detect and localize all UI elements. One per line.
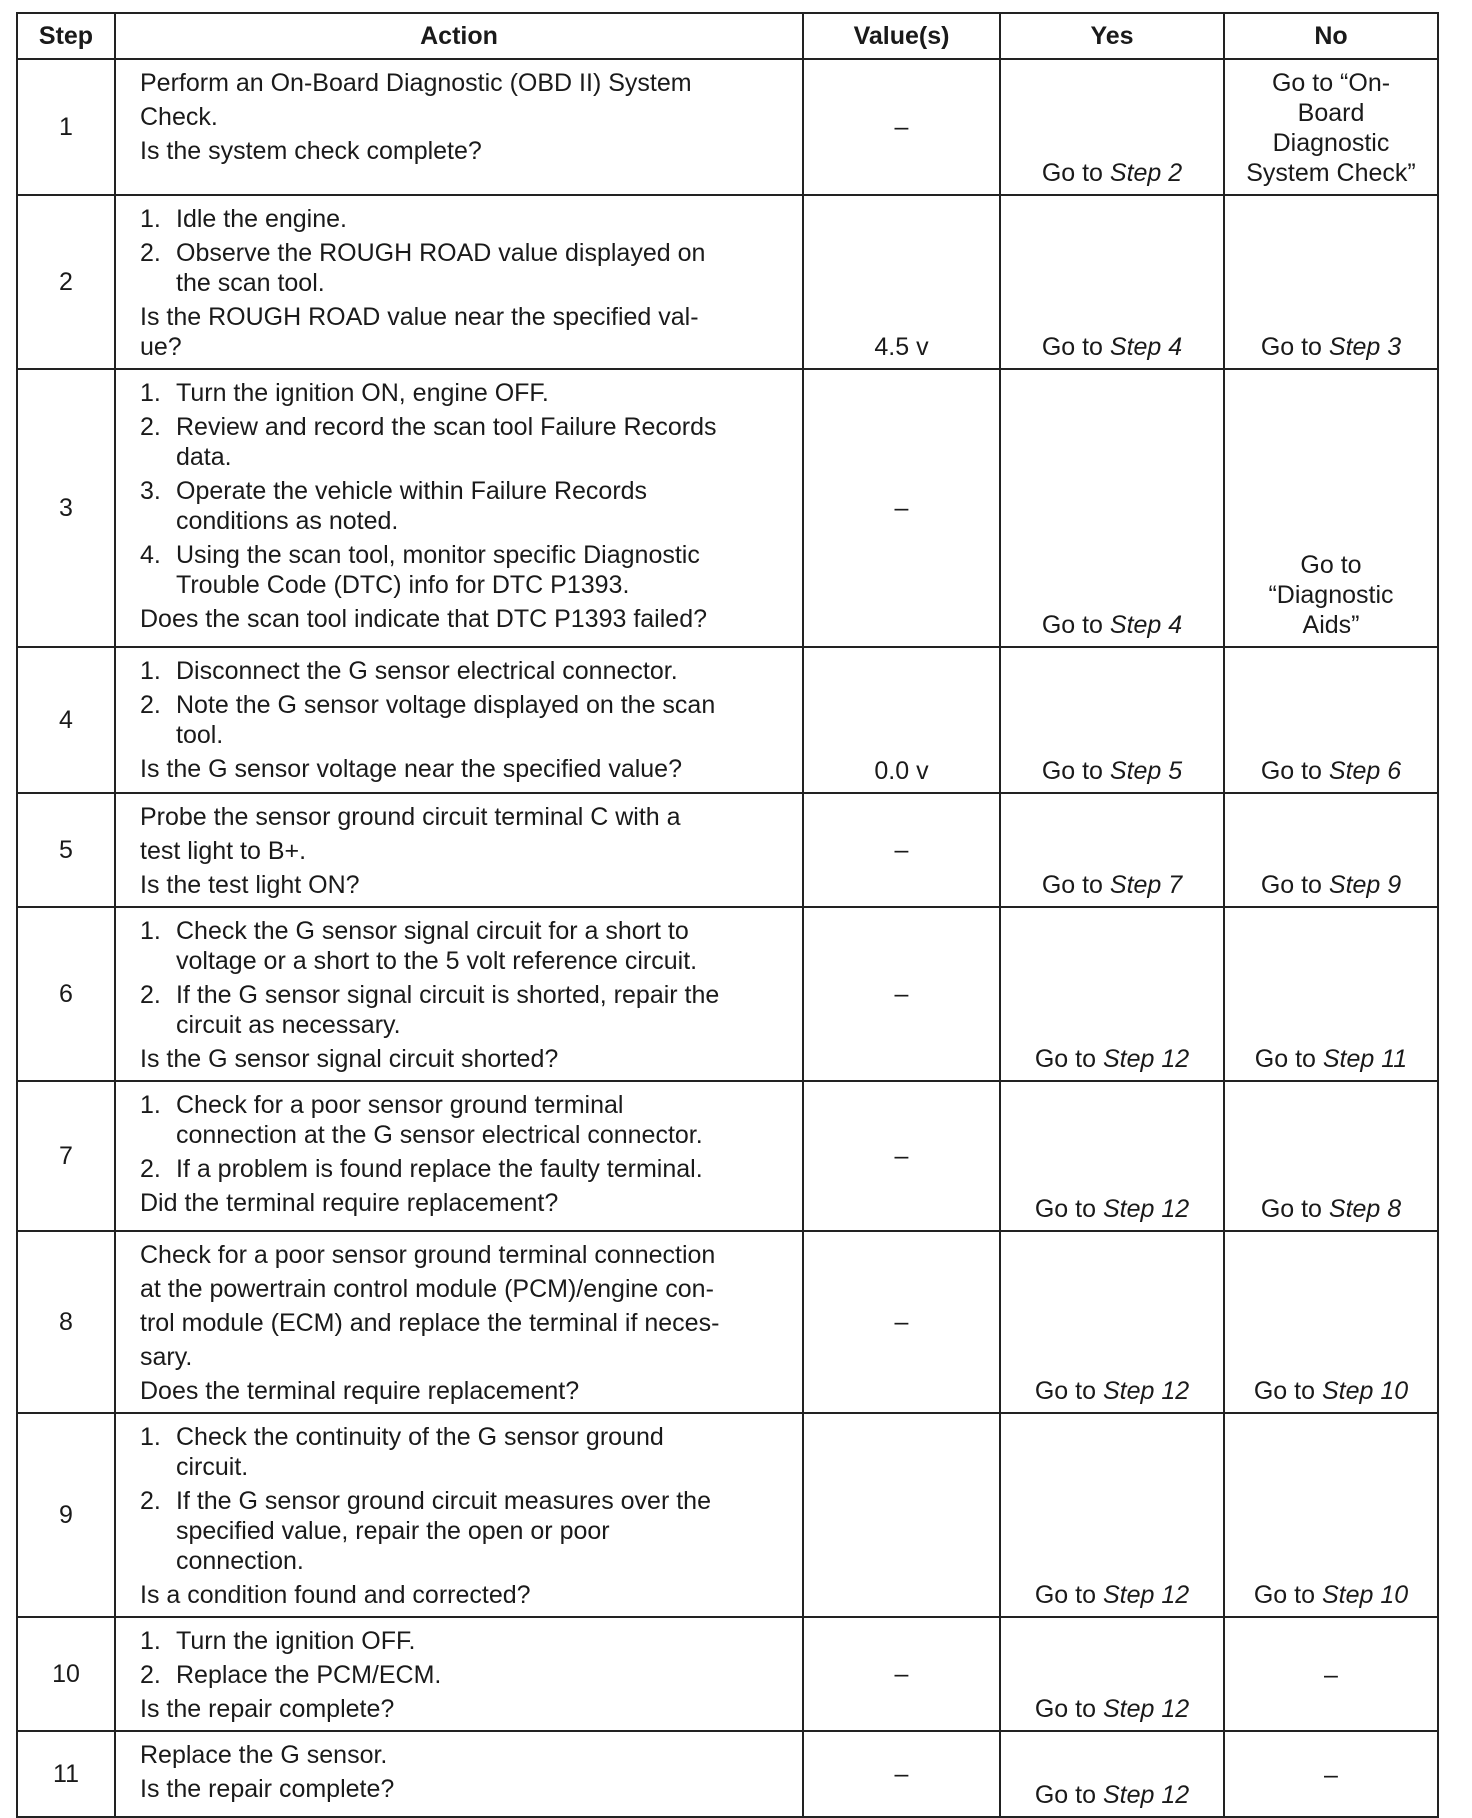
- goto-prefix: Go to: [1253, 1581, 1322, 1609]
- action-step-line: connection.: [176, 1547, 304, 1575]
- action-step-line: Disconnect the G sensor electrical connector.: [176, 657, 678, 685]
- step-reference: Step 3: [1328, 333, 1402, 361]
- table-row: [17, 195, 1438, 369]
- yes-goto: [1042, 611, 1182, 639]
- table-row: [17, 647, 1438, 793]
- step-reference: Step 4: [1109, 611, 1183, 639]
- action-question: ue?: [140, 333, 182, 361]
- table-body: [17, 59, 1438, 1817]
- goto-prefix: Go to: [1041, 757, 1110, 785]
- action-step-item: [140, 1090, 784, 1150]
- value-cell: –: [803, 793, 1000, 907]
- action-step-text: [176, 1626, 415, 1656]
- value-cell: –: [803, 1081, 1000, 1231]
- step-reference: Step 9: [1328, 871, 1402, 899]
- action-step-line: Review and record the scan tool Failure Records: [176, 413, 717, 441]
- action-step-item: [140, 204, 784, 234]
- step-reference: Step 4: [1109, 333, 1183, 361]
- action-step-number: 1.: [140, 1091, 161, 1119]
- action-step-item: [140, 540, 784, 600]
- action-step-number: 2.: [140, 691, 161, 719]
- step-reference: Step 10: [1321, 1377, 1409, 1405]
- action-step-number: 2.: [140, 1661, 161, 1689]
- value-cell: 0.0 v: [803, 647, 1000, 793]
- table-row: [17, 1231, 1438, 1413]
- action-step-line: connection at the G sensor electrical connector.: [176, 1121, 703, 1149]
- action-question: Is the repair complete?: [140, 1695, 395, 1723]
- yes-cell: [1000, 907, 1224, 1081]
- table-row: [17, 793, 1438, 907]
- yes-goto: [1042, 333, 1182, 361]
- step-number: 1: [17, 59, 115, 195]
- yes-cell: [1000, 1413, 1224, 1617]
- yes-cell: [1000, 1081, 1224, 1231]
- action-step-text: [176, 916, 697, 976]
- yes-cell: [1000, 59, 1224, 195]
- no-goto: [1261, 871, 1401, 899]
- action-step-line: Check the continuity of the G sensor ground: [176, 1423, 664, 1451]
- action-step-line: Turn the ignition ON, engine OFF.: [176, 379, 549, 407]
- yes-goto: [1042, 159, 1182, 187]
- step-number: 11: [17, 1731, 115, 1817]
- yes-cell: [1000, 195, 1224, 369]
- yes-goto: [1035, 1195, 1189, 1223]
- action-cell: [115, 907, 803, 1081]
- step-reference: Step 12: [1102, 1695, 1190, 1723]
- action-step-item: [140, 412, 784, 472]
- action-cell: [115, 195, 803, 369]
- action-step-line: Turn the ignition OFF.: [176, 1627, 416, 1655]
- action-step-line: Using the scan tool, monitor specific Diagnostic: [176, 541, 700, 569]
- action-steps-list: [140, 378, 784, 600]
- action-text: test light to B+.: [140, 837, 307, 865]
- value-cell: 4.5 v: [803, 195, 1000, 369]
- goto-prefix: Go to: [1260, 333, 1329, 361]
- action-step-text: [176, 476, 647, 536]
- goto-prefix: Go to: [1260, 1195, 1329, 1223]
- goto-prefix: Go to: [1041, 333, 1110, 361]
- goto-prefix: Go to: [1034, 1695, 1103, 1723]
- action-cell: [115, 1731, 803, 1817]
- action-step-line: Trouble Code (DTC) info for DTC P1393.: [176, 571, 630, 599]
- action-step-item: [140, 1660, 784, 1690]
- action-step-line: If the G sensor ground circuit measures over the: [176, 1487, 711, 1515]
- action-step-item: [140, 656, 784, 686]
- no-goto: [1255, 1045, 1407, 1073]
- action-step-text: [176, 980, 719, 1040]
- no-goto: [1254, 1377, 1408, 1405]
- goto-prefix: Go to: [1041, 871, 1110, 899]
- action-step-text: [176, 1090, 703, 1150]
- action-step-line: the scan tool.: [176, 269, 325, 297]
- step-number: 8: [17, 1231, 115, 1413]
- yes-cell: [1000, 647, 1224, 793]
- step-number: 3: [17, 369, 115, 647]
- action-step-line: Check for a poor sensor ground terminal: [176, 1091, 624, 1119]
- header-step: Step: [17, 13, 115, 59]
- no-cell: [1224, 1413, 1438, 1617]
- action-step-number: 2.: [140, 239, 161, 267]
- table-row: [17, 1617, 1438, 1731]
- table-row: [17, 1081, 1438, 1231]
- action-text: Check.: [140, 103, 218, 131]
- action-step-text: [176, 204, 347, 234]
- yes-goto: [1035, 1781, 1189, 1809]
- action-cell: [115, 1617, 803, 1731]
- action-step-item: [140, 1154, 784, 1184]
- goto-prefix: Go to: [1034, 1377, 1103, 1405]
- value-cell: –: [803, 907, 1000, 1081]
- step-number: 5: [17, 793, 115, 907]
- action-step-line: voltage or a short to the 5 volt reference circuit.: [176, 947, 698, 975]
- action-step-line: Check the G sensor signal circuit for a short to: [176, 917, 689, 945]
- action-question: Did the terminal require replacement?: [140, 1189, 559, 1217]
- action-step-number: 2.: [140, 1155, 161, 1183]
- no-goto-line: Board: [1297, 99, 1365, 127]
- goto-prefix: Go to: [1260, 871, 1329, 899]
- action-text: at the powertrain control module (PCM)/engine con-: [140, 1275, 714, 1303]
- action-text: sary.: [140, 1343, 193, 1371]
- goto-prefix: Go to: [1253, 1377, 1322, 1405]
- no-cell: [1224, 907, 1438, 1081]
- step-reference: Step 6: [1328, 757, 1402, 785]
- action-step-text: [176, 540, 700, 600]
- action-step-number: 1.: [140, 1423, 161, 1451]
- action-text: trol module (ECM) and replace the terminal if neces-: [140, 1309, 720, 1337]
- no-cell: [1224, 369, 1438, 647]
- action-step-item: [140, 1626, 784, 1656]
- yes-cell: [1000, 369, 1224, 647]
- no-goto-line: “Diagnostic: [1268, 581, 1394, 609]
- action-step-number: 1.: [140, 657, 161, 685]
- action-step-text: [176, 378, 549, 408]
- step-number: 7: [17, 1081, 115, 1231]
- no-cell: [1224, 793, 1438, 907]
- action-step-item: [140, 1486, 784, 1576]
- action-step-text: [176, 1422, 664, 1482]
- no-cell: [1224, 1231, 1438, 1413]
- header-row: [17, 13, 1438, 59]
- action-text: Check for a poor sensor ground terminal connection: [140, 1241, 716, 1269]
- diagnostic-table: [16, 12, 1439, 1818]
- step-number: 6: [17, 907, 115, 1081]
- no-cell: –: [1224, 1617, 1438, 1731]
- action-step-text: [176, 1154, 703, 1184]
- step-reference: Step 12: [1102, 1377, 1190, 1405]
- action-step-line: Observe the ROUGH ROAD value displayed on: [176, 239, 706, 267]
- yes-cell: [1000, 1731, 1224, 1817]
- action-step-number: 2.: [140, 413, 161, 441]
- step-number: 9: [17, 1413, 115, 1617]
- step-reference: Step 12: [1102, 1195, 1190, 1223]
- action-question: Does the terminal require replacement?: [140, 1377, 580, 1405]
- yes-goto: [1042, 871, 1182, 899]
- goto-prefix: Go to: [1034, 1195, 1103, 1223]
- no-goto: [1261, 1195, 1401, 1223]
- action-step-number: 1.: [140, 379, 161, 407]
- value-cell: –: [803, 59, 1000, 195]
- value-cell: –: [803, 369, 1000, 647]
- action-step-line: circuit as necessary.: [176, 1011, 401, 1039]
- action-step-line: Operate the vehicle within Failure Records: [176, 477, 648, 505]
- action-steps-list: [140, 916, 784, 1040]
- action-question: Is a condition found and corrected?: [140, 1581, 531, 1609]
- action-question: Is the test light ON?: [140, 871, 360, 899]
- step-reference: Step 12: [1102, 1045, 1190, 1073]
- action-cell: [115, 1231, 803, 1413]
- action-text: Probe the sensor ground circuit terminal C with a: [140, 803, 681, 831]
- goto-prefix: Go to: [1034, 1581, 1103, 1609]
- action-cell: [115, 59, 803, 195]
- value-cell: –: [803, 1617, 1000, 1731]
- action-step-item: [140, 980, 784, 1040]
- no-cell: [1224, 195, 1438, 369]
- action-step-number: 3.: [140, 477, 161, 505]
- action-step-text: [176, 690, 715, 750]
- step-reference: Step 12: [1102, 1781, 1190, 1809]
- action-step-item: [140, 476, 784, 536]
- no-goto-line: System Check”: [1246, 159, 1416, 187]
- action-step-line: specified value, repair the open or poor: [176, 1517, 610, 1545]
- yes-goto: [1042, 757, 1182, 785]
- action-steps-list: [140, 1090, 784, 1184]
- action-step-text: [176, 238, 705, 298]
- action-cell: [115, 1081, 803, 1231]
- action-steps-list: [140, 1626, 784, 1690]
- yes-goto: [1035, 1045, 1189, 1073]
- step-reference: Step 7: [1109, 871, 1183, 899]
- no-goto-line: Go to: [1300, 551, 1362, 579]
- action-text: Perform an On-Board Diagnostic (OBD II) System: [140, 69, 692, 97]
- action-cell: [115, 793, 803, 907]
- goto-prefix: Go to: [1254, 1045, 1323, 1073]
- action-step-line: If a problem is found replace the faulty terminal.: [176, 1155, 703, 1183]
- header-values: Value(s): [803, 13, 1000, 59]
- goto-prefix: Go to: [1034, 1045, 1103, 1073]
- action-question: Is the ROUGH ROAD value near the specified val-: [140, 303, 699, 331]
- step-number: 2: [17, 195, 115, 369]
- action-step-line: conditions as noted.: [176, 507, 399, 535]
- header-no: No: [1224, 13, 1438, 59]
- no-cell: [1224, 647, 1438, 793]
- action-step-line: circuit.: [176, 1453, 249, 1481]
- yes-cell: [1000, 1231, 1224, 1413]
- value-cell: –: [803, 1731, 1000, 1817]
- action-question: Is the system check complete?: [140, 137, 482, 165]
- action-question: Is the G sensor signal circuit shorted?: [140, 1045, 559, 1073]
- table-row: [17, 369, 1438, 647]
- goto-prefix: Go to: [1260, 757, 1329, 785]
- action-step-line: tool.: [176, 721, 224, 749]
- goto-prefix: Go to: [1034, 1781, 1103, 1809]
- step-reference: Step 11: [1322, 1045, 1408, 1073]
- action-step-number: 2.: [140, 1487, 161, 1515]
- no-cell: [1224, 1081, 1438, 1231]
- goto-prefix: Go to: [1041, 611, 1110, 639]
- yes-cell: [1000, 1617, 1224, 1731]
- action-step-line: If the G sensor signal circuit is shorted, repair the: [176, 981, 720, 1009]
- action-step-number: 1.: [140, 917, 161, 945]
- action-step-text: [176, 1660, 441, 1690]
- no-goto: [1254, 1581, 1408, 1609]
- no-cell: –: [1224, 1731, 1438, 1817]
- no-goto-line: Diagnostic: [1272, 129, 1390, 157]
- action-steps-list: [140, 204, 784, 298]
- header-yes: Yes: [1000, 13, 1224, 59]
- action-step-line: data.: [176, 443, 232, 471]
- yes-goto: [1035, 1695, 1189, 1723]
- action-step-item: [140, 238, 784, 298]
- action-step-line: Note the G sensor voltage displayed on the scan: [176, 691, 716, 719]
- action-step-number: 1.: [140, 205, 161, 233]
- action-question: Does the scan tool indicate that DTC P1393 failed?: [140, 605, 708, 633]
- step-reference: Step 5: [1109, 757, 1183, 785]
- action-step-text: [176, 412, 717, 472]
- yes-goto: [1035, 1377, 1189, 1405]
- step-reference: Step 10: [1321, 1581, 1409, 1609]
- action-step-number: 1.: [140, 1627, 161, 1655]
- step-reference: Step 12: [1102, 1581, 1190, 1609]
- action-step-item: [140, 690, 784, 750]
- value-cell: –: [803, 1231, 1000, 1413]
- action-step-number: 4.: [140, 541, 161, 569]
- action-question: Is the repair complete?: [140, 1775, 395, 1803]
- action-step-line: Idle the engine.: [176, 205, 347, 233]
- action-cell: [115, 369, 803, 647]
- action-text: Replace the G sensor.: [140, 1741, 388, 1769]
- action-question: Is the G sensor voltage near the specified value?: [140, 755, 682, 783]
- no-goto: [1261, 757, 1401, 785]
- action-step-line: Replace the PCM/ECM.: [176, 1661, 442, 1689]
- table-row: [17, 59, 1438, 195]
- action-step-number: 2.: [140, 981, 161, 1009]
- table-row: [17, 907, 1438, 1081]
- step-reference: Step 8: [1328, 1195, 1402, 1223]
- action-step-text: [176, 656, 678, 686]
- no-goto-line: Go to “On-: [1271, 69, 1391, 97]
- action-step-item: [140, 378, 784, 408]
- table-row: [17, 1731, 1438, 1817]
- no-goto: [1261, 333, 1401, 361]
- action-cell: [115, 1413, 803, 1617]
- table-row: [17, 1413, 1438, 1617]
- action-step-item: [140, 1422, 784, 1482]
- yes-cell: [1000, 793, 1224, 907]
- action-steps-list: [140, 656, 784, 750]
- goto-prefix: Go to: [1041, 159, 1110, 187]
- no-goto-line: Aids”: [1302, 611, 1360, 639]
- yes-goto: [1035, 1581, 1189, 1609]
- action-cell: [115, 647, 803, 793]
- step-reference: Step 2: [1109, 159, 1183, 187]
- no-cell: [1224, 59, 1438, 195]
- header-action: Action: [115, 13, 803, 59]
- value-cell: [803, 1413, 1000, 1617]
- step-number: 4: [17, 647, 115, 793]
- action-step-text: [176, 1486, 711, 1576]
- action-step-item: [140, 916, 784, 976]
- action-steps-list: [140, 1422, 784, 1576]
- step-number: 10: [17, 1617, 115, 1731]
